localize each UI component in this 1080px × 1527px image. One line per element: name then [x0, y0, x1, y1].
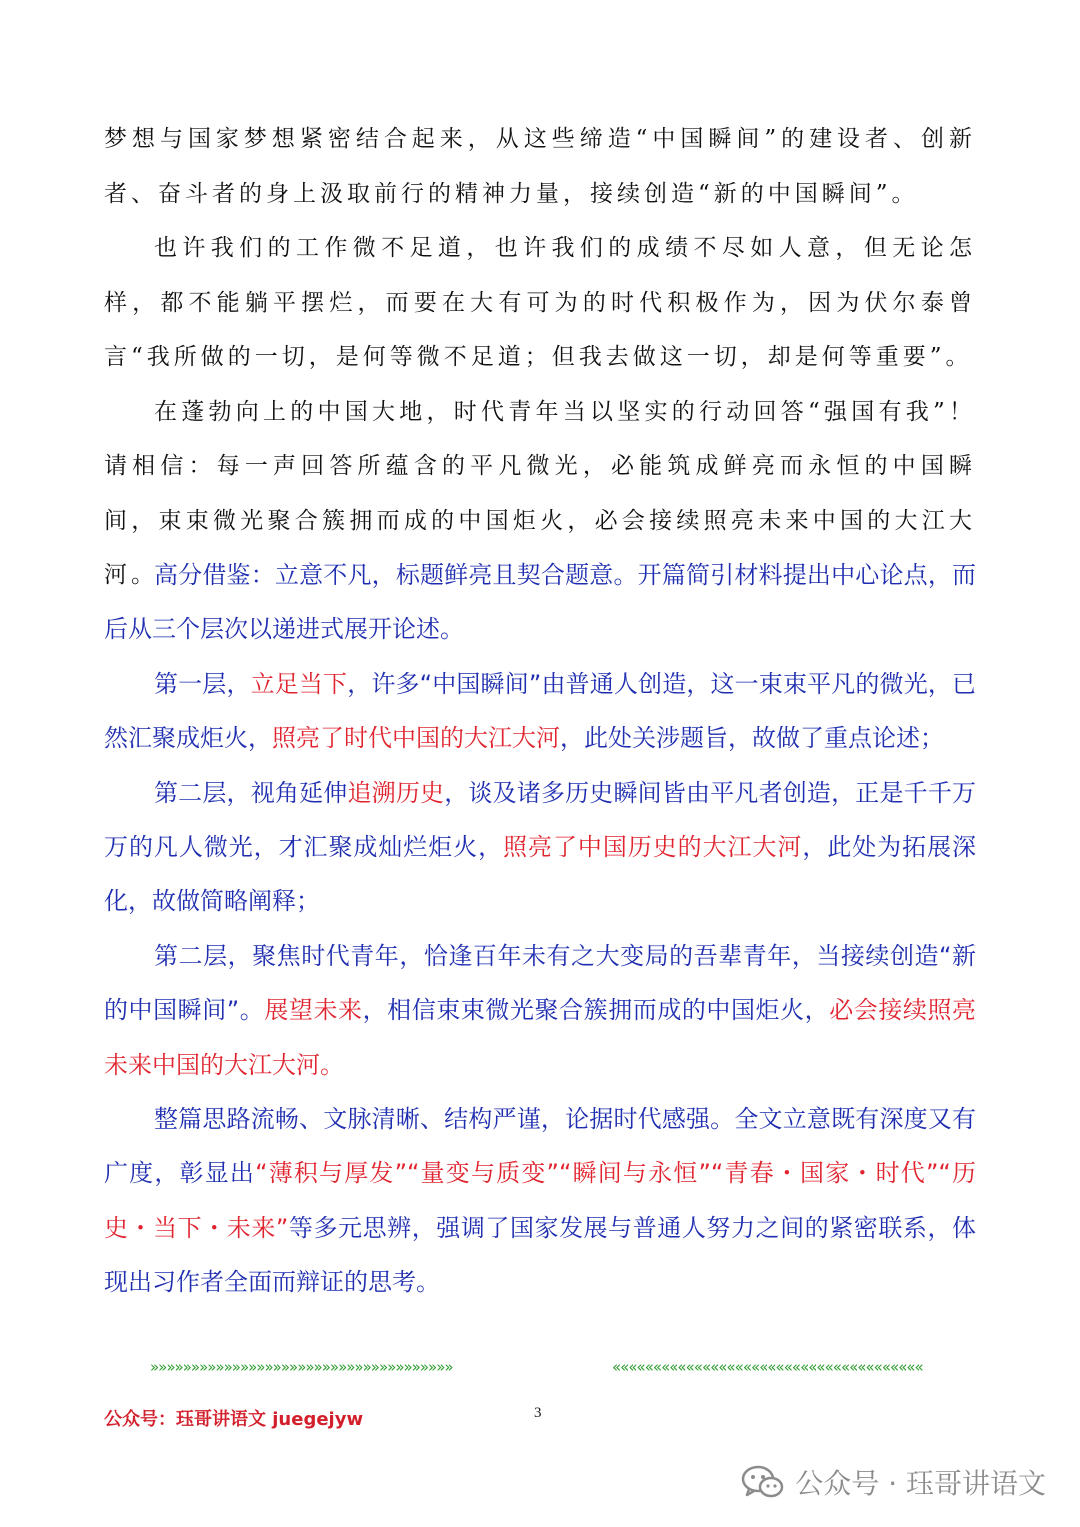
commentary-text: 整篇思路流畅、文脉清晰、结构严谨，论据时代感强。全文立意既有深度又有广度，彰显出	[104, 1105, 976, 1188]
commentary-summary	[104, 548, 976, 657]
commentary-text: 第二层，聚焦时代青年，恰逢百年未有之大变局的吾辈青年，当接续创造“新的中国瞬间”。	[104, 941, 976, 1025]
commentary-text: ，相信束束微光聚合簇拥而成的中国炬火，	[362, 996, 830, 1025]
watermark-text: 公众号 · 珏哥讲语文	[795, 1467, 1046, 1500]
commentary-highlight: “薄积与厚发”“量变与质变”“瞬间与永恒”“青春・国家・时代”“历史・当下・未来”	[104, 1159, 976, 1242]
commentary-text: 第二层，视角延伸	[154, 778, 348, 807]
commentary-text: 高分借鉴：立意不凡，标题鲜亮且契合题意。开篇简引材料提出中心论点，而后从三个层次以递进式展开论述。	[104, 561, 976, 644]
essay-paragraph-2: 也许我们的工作微不足道，也许我们的成绩不尽如人意，但无论怎样，都不能躺平摆烂，而要在大有可为的时代积极作为，因为伏尔泰曾言“我所做的一切，是何等微不足道；但我去做这一切，却是何等重要”。	[104, 235, 976, 370]
essay-paragraph-3: 在蓬勃向上的中国大地，时代青年当以坚实的行动回答“强国有我”！请相信：每一声回答所蕴含的平凡微光，必能筑成鲜亮而永恒的中国瞬间，束束微光聚合簇拥而成的中国炬火，必会接续照亮未来中国的大江大河。	[104, 398, 976, 588]
commentary-highlight: 必会接续照亮未来中国的大江大河。	[104, 996, 977, 1079]
essay-paragraph-1: 梦想与国家梦想紧密结合起来，从这些缔造“中国瞬间”的建设者、创新者、奋斗者的身上汲取前行的精神力量，接续创造“新的中国瞬间”。	[104, 126, 976, 207]
commentary-layer-2	[104, 766, 976, 929]
commentary-text: 第一层，	[154, 669, 251, 698]
essay-body	[104, 112, 976, 603]
commentary-text: ，谈及诸多历史瞬间皆由平凡者创造，正是千千万万的凡人微光，才汇聚成灿烂炬火，	[104, 778, 977, 862]
commentary-highlight: 照亮了时代中国的大江大河	[272, 724, 560, 753]
commentary-text: ，此处为拓展深化，故做简略阐释；	[104, 833, 977, 916]
commentary-highlight: 照亮了中国历史的大江大河	[503, 833, 803, 862]
divider-arrows-left: »»»»»»»»»»»»»»»»»»»»»»»»»»»»»»»»»»»»»	[150, 1358, 453, 1376]
commentary-highlight: 展望未来	[264, 996, 363, 1025]
commentary-layer-3	[104, 929, 976, 1092]
commentary-text: ，此处关涉题旨，故做了重点论述；	[560, 724, 944, 753]
divider-arrows-right: ««««««««««««««««««««««««««««««««««««««	[612, 1358, 923, 1376]
commentary-overall	[104, 1092, 976, 1310]
commentary-highlight: 立足当下	[250, 669, 348, 698]
wechat-icon	[741, 1465, 785, 1499]
commentary-text: 等多元思辨，强调了国家发展与普通人努力之间的紧密联系，体现出习作者全面而辩证的思考。	[104, 1213, 977, 1297]
watermark	[741, 1462, 1046, 1502]
commentary-layer-1	[104, 657, 976, 766]
commentary	[104, 548, 976, 1310]
page-number: 3	[534, 1405, 542, 1421]
account-label: 公众号：珏哥讲语文 juegejyw	[104, 1409, 364, 1430]
commentary-text: ，许多“中国瞬间”由普通人创造，这一束束平凡的微光，已然汇聚成炬火，	[104, 669, 977, 753]
commentary-highlight: 追溯历史	[347, 778, 445, 807]
